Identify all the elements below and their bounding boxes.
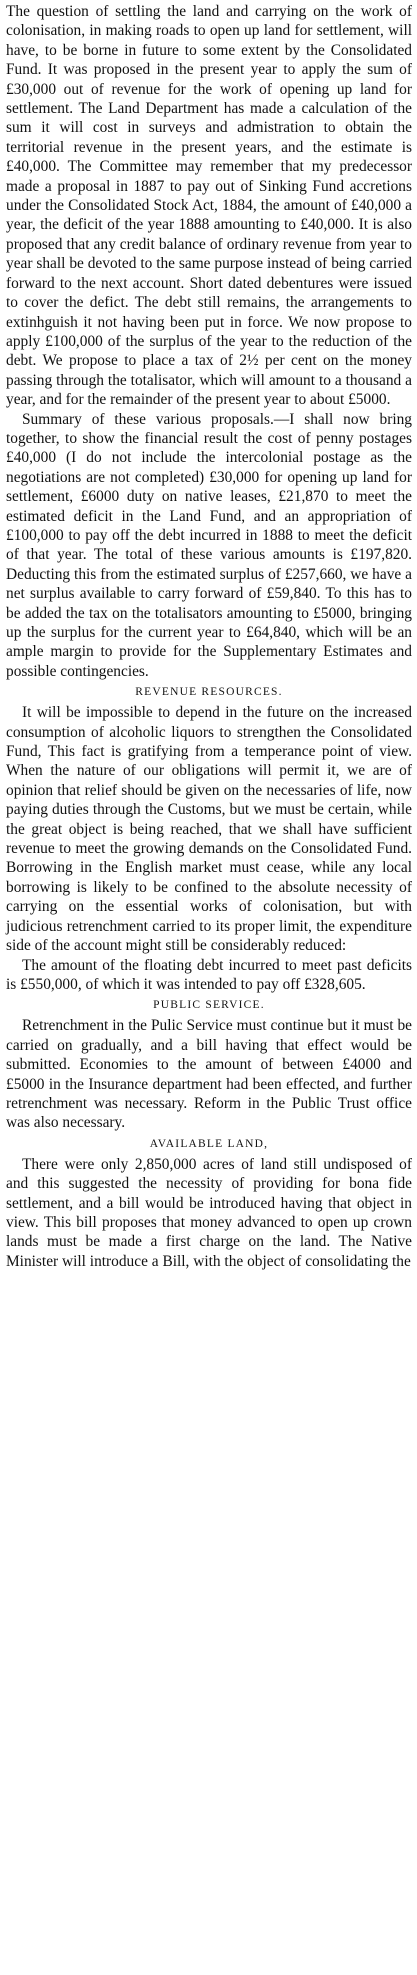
paragraph-available-land: There were only 2,850,000 acres of land still undisposed of and this suggested the necessity of providing for bona fide settlement, and a bill would be introduced having that object in view. This bill proposes that money advanced to open up crown lands must be made a first charge on the land. The Native Minister will introduce a Bill, with the object of consolidating the [6, 1155, 412, 1270]
paragraph-floating-debt: The amount of the floating debt incurred to meet past deficits is £550,000, of which it was intended to pay off £328,605. [6, 956, 412, 993]
paragraph-public-service: Retrenchment in the Pulic Service must continue but it must be carried on gradually, and a bill having that effect would be submitted. Economies to the amount of between £4000 and £5000 in the Insurance department had been effected, and further retrenchment was necessary. Reform in the Public Trust office was also necessary. [6, 1017, 412, 1132]
heading-revenue-resources: REVENUE RESOURCES. [135, 686, 283, 699]
paragraph-land-settlement: The question of settling the land and carrying on the work of colonisation, in making roads to open up land for settlement, will have, to be borne in future to some extent by the Consolidated Fund. It was proposed in the present year to apply the sum of £30,000 out of revenue for the work of opening up land for settlement. The Land Department has made a calculation of the sum it will cost in surveys and admistration to obtain the territorial revenue in the present years, and the estimate is £40,000. The Committee may remember that my predecessor made a proposal in 1887 to pay out of Sinking Fund accretions under the Consolidated Stock Act, 1884, the amount of £40,000 a year, the deficit of the year 1888 amounting to £40,000. It is also proposed that any credit balance of ordinary revenue from year to year shall be devoted to the same purpose instead of being carried forward to the next account. Short dated debentures were issued to cover the defict. The debt still remains, the arrangements to extinhguish it not having been put in force. We now propose to apply £100,000 of the surplus of the year to the reduction of the debt. We propose to place a tax of 2½ per cent on the money passing through the totalisator, which will amount to a thousand a year, and for the remainder of the present year to about £5000. [6, 3, 412, 409]
paragraph-summary-of-proposals: Summary of these various proposals.—I shall now bring together, to show the financial result the cost of penny postages £40,000 (I do not include the intercolonial postage as the negotiations are not completed) £30,000 for opening up land for settlement, £6000 duty on native leases, £21,870 to meet the estimated deficit in the Land Fund, and an appropriation of £100,000 to pay off the debt incurred in 1888 to meet the deficit of that year. The total of these various amounts is £197,820. Deducting this from the estimated surplus of £257,660, we have a net surplus available to carry forward of £59,840. To this has to be added the tax on the totalisators amounting to £5000, bringing up the surplus for the current year to £64,840, which will be an ample margin to provide for the Supplementary Estimates and possible contingencies. [6, 410, 412, 680]
paragraph-revenue-resources: It will be impossible to depend in the future on the increased consumption of alcoholic liquors to strengthen the Consolidated Fund, This fact is gratifying from a temperance point of view. When the nature of our obligations will permit it, we are of opinion that relief should be given on the necessaries of life, now paying duties through the Customs, but we must be certain, while the great object is being reached, that we shall have sufficient revenue to meet the growing demands on the Consolidated Fund. Borrowing in the English market must cease, while any local borrowing is likely to be confined to the absolute necessity of carrying on the essential works of colonisation, but with judicious retrenchment carried to its proper limit, the expenditure side of the account might still be considerably reduced: [6, 704, 412, 955]
heading-available-land: AVAILABLE LAND, [149, 1137, 269, 1150]
heading-public-service: PUBLIC SERVICE. [153, 999, 265, 1012]
